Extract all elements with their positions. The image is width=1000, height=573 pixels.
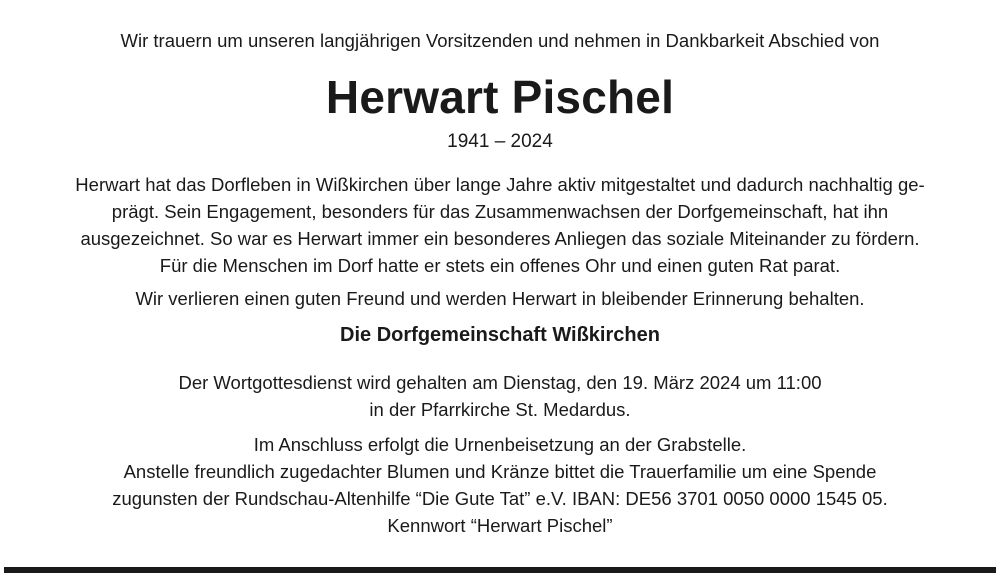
service-line: Anstelle freundlich zugedachter Blumen und Kränze bittet die Trauerfamilie um eine Spende [123, 461, 877, 482]
deceased-name: Herwart Pischel [325, 71, 675, 123]
service-line: Der Wortgottesdienst wird gehalten am Dienstag, den 19. März 2024 um 11:00 [178, 372, 822, 393]
intro-text: Wir trauern um unseren langjährigen Vorsitzenden und nehmen in Dankbarkeit Abschied von [120, 30, 880, 51]
service-line: in der Pfarrkirche St. Medardus. [369, 399, 631, 420]
life-dates: 1941 – 2024 [447, 131, 553, 152]
service-line: zugunsten der Rundschau-Altenhilfe “Die Gute Tat” e.V. IBAN: DE56 3701 0050 0000 1545 05. [112, 488, 888, 509]
body-line: ausgezeichnet. So war es Herwart immer ein besonderes Anliegen das soziale Miteinander zu fördern. [80, 228, 920, 249]
body-line: Herwart hat das Dorfleben in Wißkirchen über lange Jahre aktiv mitgestaltet und dadurch nachhaltig ge- [75, 174, 925, 195]
body-line: Wir verlieren einen guten Freund und werden Herwart in bleibender Erinnerung behalten. [135, 288, 865, 309]
signature: Die Dorfgemeinschaft Wißkirchen [340, 324, 660, 346]
service-line: Kennwort “Herwart Pischel” [387, 515, 613, 536]
body-line: Für die Menschen im Dorf hatte er stets ein offenes Ohr und einen guten Rat parat. [159, 255, 841, 276]
body-line: prägt. Sein Engagement, besonders für das Zusammenwachsen der Dorfgemeinschaft, hat ihn [111, 201, 889, 222]
service-line: Im Anschluss erfolgt die Urnenbeisetzung an der Grabstelle. [253, 434, 747, 455]
obituary-notice [4, 0, 996, 573]
